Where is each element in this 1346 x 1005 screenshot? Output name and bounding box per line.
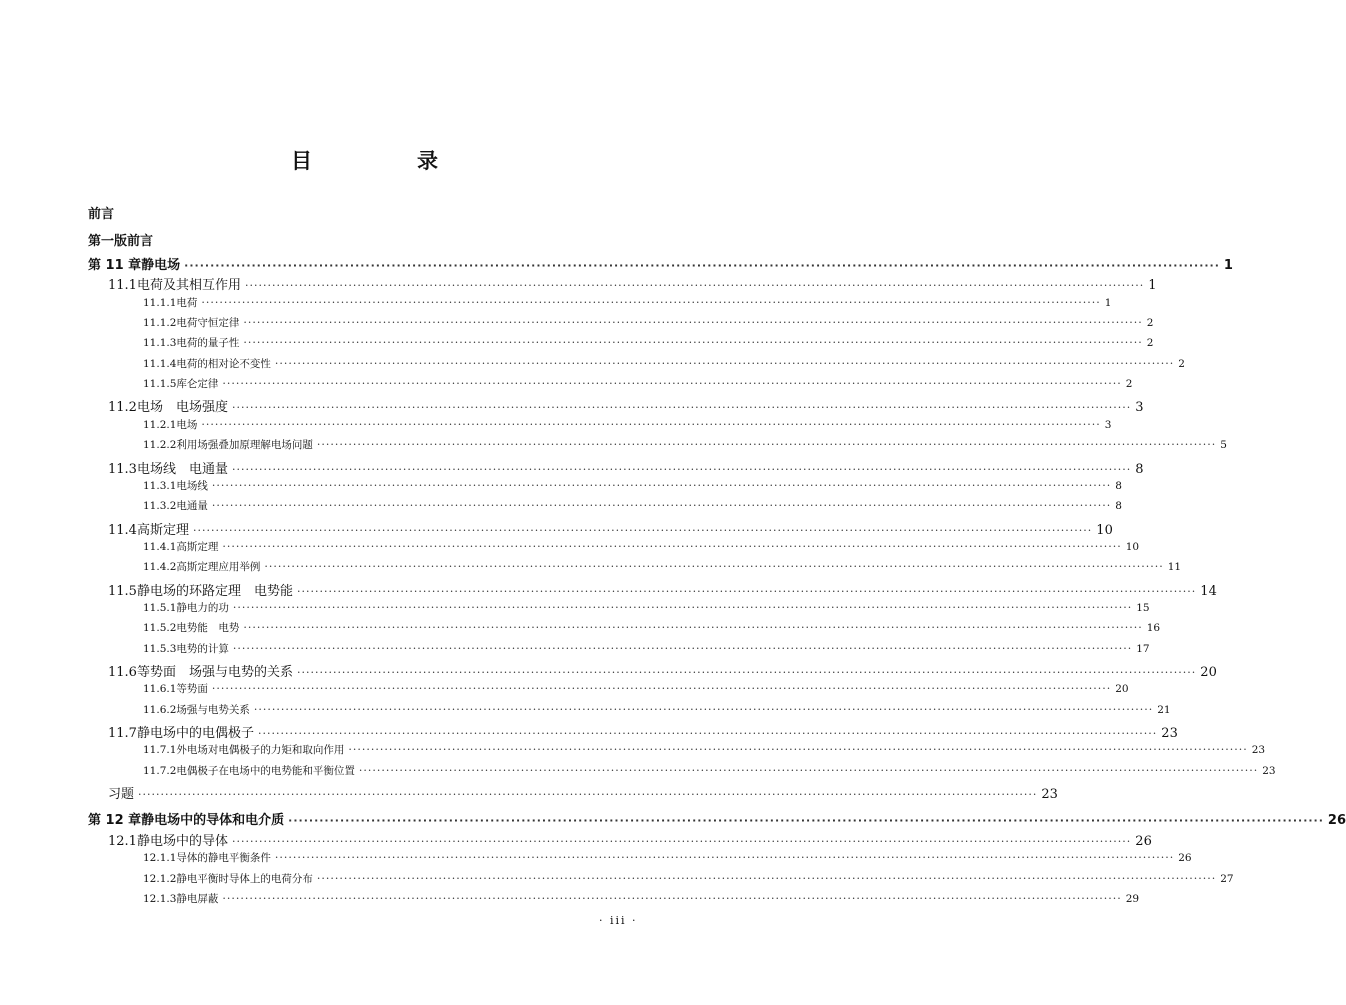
toc-dot-leader: ········································································································································································································ [201, 295, 1101, 309]
toc-entry-page-number: 27 [1220, 872, 1234, 885]
toc-entry-number: 11.7.2 [143, 764, 177, 777]
toc-dot-leader: ········································································································································································································ [274, 851, 1175, 865]
toc-dot-leader: ········································································································································································································ [257, 727, 1158, 741]
toc-entry-number: 11.2 [108, 400, 137, 416]
toc-entry-page-number: 2 [1178, 357, 1185, 370]
toc-entry-number: 11.2.1 [143, 418, 177, 431]
toc-entry-page-number: 5 [1220, 439, 1227, 452]
toc-entry-sub[interactable] [143, 681, 1129, 696]
toc-entry-title: 等势面 [176, 683, 208, 696]
toc-entry-section[interactable] [108, 661, 1217, 680]
toc-entry-number: 11.1.1 [143, 296, 177, 309]
toc-entry-number: 11.5.2 [143, 622, 177, 635]
toc-entry-title: 静电平衡时导体上的电荷分布 [176, 872, 313, 885]
toc-entry-title: 静电场中的电偶极子 [136, 726, 254, 742]
toc-entry-sub[interactable] [143, 417, 1112, 432]
toc-entry-chapter[interactable] [88, 254, 1233, 273]
toc-entry-title: 电场线 [176, 479, 208, 492]
toc-entry-page-number: 1 [1148, 278, 1157, 294]
toc-entry-chapter[interactable] [88, 809, 1346, 829]
toc-entry-page-number: 1 [1104, 296, 1112, 309]
toc-dot-leader: ········································································································································································································ [222, 539, 1122, 553]
toc-entry-title: 电场线 电通量 [136, 461, 228, 477]
toc-dot-leader: ········································································································································································································ [253, 702, 1154, 716]
toc-entry-title: 场强与电势关系 [176, 703, 250, 716]
toc-entry-title: 电荷 [176, 296, 198, 309]
toc-dot-leader: ········································································································································································································ [243, 316, 1143, 330]
toc-entry-title: 电势能 电势 [176, 622, 240, 635]
toc-entry-page-number: 3 [1104, 418, 1112, 431]
toc-entry-page-number: 14 [1200, 583, 1217, 599]
toc-entry-page-number: 1 [1223, 258, 1233, 273]
toc-entry-section[interactable] [108, 274, 1157, 294]
toc-entry-sub[interactable] [143, 620, 1161, 635]
toc-entry-title: 电荷及其相互作用 [136, 278, 241, 294]
toc-entry-sub[interactable] [143, 742, 1266, 757]
toc-dot-leader: ········································································································································································································ [274, 356, 1175, 370]
toc-entry-page-number: 10 [1125, 540, 1140, 553]
toc-entry-page-number: 23 [1041, 787, 1058, 803]
toc-dot-leader: ········································································································································································································ [184, 259, 1220, 272]
toc-entry-sub[interactable] [143, 335, 1154, 350]
toc-dot-leader: ········································································································································································································ [348, 743, 1248, 757]
front-matter-first-edition-preface[interactable]: 第一版前言 [88, 234, 154, 249]
toc-entry-page-number: 26 [1178, 852, 1192, 865]
toc-entry-sub[interactable] [143, 376, 1133, 391]
toc-entry-page-number: 8 [1135, 461, 1144, 477]
toc-dot-leader: ········································································································································································································ [358, 763, 1259, 777]
toc-entry-page-number: 20 [1115, 683, 1129, 696]
toc-entry-section[interactable] [108, 458, 1144, 477]
toc-entry-title: 静电场中的导体 [136, 833, 228, 849]
toc-entry-title: 电场 [176, 418, 198, 431]
toc-entry-number: 11.3.2 [143, 500, 177, 513]
toc-entry-title: 导体的静电平衡条件 [176, 852, 271, 865]
toc-entry-number: 12.1 [108, 833, 137, 849]
toc-entry-page-number: 11 [1167, 561, 1182, 574]
toc-entry-page-number: 16 [1146, 622, 1161, 635]
toc-entry-title: 电荷的量子性 [176, 337, 240, 350]
toc-entry-number: 11.4 [108, 522, 137, 538]
toc-entry-title: 静电场中的导体和电介质 [141, 813, 285, 829]
toc-entry-title: 静电力的功 [176, 601, 229, 614]
toc-entry-title: 库仑定律 [176, 378, 219, 391]
toc-entry-number: 11.3.1 [143, 479, 177, 492]
toc-entry-sub[interactable] [143, 539, 1140, 554]
toc-entry-number: 11.5.1 [143, 601, 177, 614]
toc-entry-sub[interactable] [143, 702, 1171, 717]
toc-entry-number: 12.1.2 [143, 872, 177, 885]
toc-entry-section[interactable] [108, 722, 1178, 742]
toc-entry-page-number: 8 [1115, 479, 1122, 492]
toc-entry-page-number: 21 [1157, 703, 1171, 716]
toc-entry-title: 高斯定理应用举例 [176, 561, 261, 574]
toc-dot-leader: ········································································································································································································ [288, 814, 1324, 828]
page-title: 目 录 [291, 149, 480, 173]
toc-entry-number: 11.2.2 [143, 439, 177, 452]
toc-entry-number: 11.6 [108, 665, 137, 680]
toc-dot-leader: ········································································································································································································ [232, 641, 1133, 655]
toc-dot-leader: ········································································································································································································ [232, 600, 1133, 614]
toc-entry-number: 11.1.5 [143, 378, 177, 391]
toc-entry-section[interactable] [108, 830, 1152, 849]
toc-entry-page-number: 23 [1251, 744, 1266, 757]
toc-entry-sub[interactable] [143, 295, 1112, 310]
toc-dot-leader: ········································································································································································································ [138, 788, 1038, 802]
toc-dot-leader: ········································································································································································································ [231, 462, 1132, 476]
toc-entry-number: 11.6.2 [143, 703, 177, 716]
toc-entry-title: 利用场强叠加原理解电场问题 [176, 439, 313, 452]
toc-entry-sub[interactable] [143, 315, 1154, 330]
toc-entry-page-number: 20 [1200, 665, 1217, 680]
toc-entry-section[interactable] [108, 580, 1217, 599]
toc-entry-page-number: 2 [1146, 337, 1154, 350]
toc-entry-sub[interactable] [143, 871, 1234, 886]
toc-entry-sub[interactable] [143, 850, 1192, 865]
toc-dot-leader: ········································································································································································································ [264, 560, 1164, 574]
toc-entry-section[interactable] [108, 396, 1144, 416]
toc-entry-page-number: 2 [1125, 378, 1133, 391]
toc-entry-page-number: 23 [1262, 764, 1276, 777]
toc-entry-page-number: 29 [1125, 892, 1140, 905]
toc-dot-leader: ········································································································································································································ [211, 478, 1112, 492]
toc-entry-title: 静电场的环路定理 电势能 [136, 583, 293, 599]
toc-entry-title: 电场 电场强度 [136, 400, 228, 416]
toc-dot-leader: ········································································································································································································ [201, 417, 1101, 431]
toc-entry-number: 11.4.2 [143, 561, 177, 574]
toc-entry-number: 11.1.2 [143, 317, 177, 330]
toc-entry-number: 11.1 [108, 278, 137, 294]
toc-dot-leader: ········································································································································································································ [222, 891, 1122, 905]
toc-dot-leader: ········································································································································································································ [316, 438, 1217, 452]
toc-entry-page-number: 2 [1146, 317, 1154, 330]
toc-entry-page-number: 26 [1135, 833, 1152, 849]
toc-dot-leader: ········································································································································································································ [211, 499, 1112, 513]
toc-entry-page-number: 3 [1135, 400, 1144, 416]
toc-entry-exercise[interactable] [108, 783, 1058, 803]
toc-entry-sub[interactable] [143, 641, 1150, 656]
toc-entry-title: 电偶极子在电场中的电势能和平衡位置 [176, 764, 355, 777]
toc-entry-number: 11.7.1 [143, 744, 177, 757]
toc-dot-leader: ········································································································································································································ [296, 584, 1197, 598]
toc-dot-leader: ········································································································································································································ [211, 682, 1112, 696]
toc-entry-number: 11.5 [108, 583, 137, 599]
toc-entry-page-number: 10 [1096, 522, 1113, 538]
toc-entry-section[interactable] [108, 519, 1113, 538]
toc-entry-title: 外电场对电偶极子的力矩和取向作用 [176, 744, 345, 757]
toc-entry-number: 11.1.3 [143, 337, 177, 350]
toc-entry-sub[interactable] [143, 478, 1122, 493]
toc-entry-sub[interactable] [143, 763, 1276, 778]
toc-entry-sub[interactable] [143, 559, 1182, 574]
toc-entry-title: 电势的计算 [176, 642, 229, 655]
toc-entry-title: 高斯定理 [136, 522, 189, 538]
toc-entry-page-number: 23 [1161, 726, 1178, 742]
toc-entry-title: 高斯定理 [176, 540, 219, 553]
toc-entry-title: 习题 [108, 787, 135, 803]
toc-entry-number: 11.6.1 [143, 683, 177, 696]
toc-entry-number: 12.1.1 [143, 852, 177, 865]
toc-entry-title: 电荷守恒定律 [176, 317, 240, 330]
toc-entry-page-number: 26 [1327, 813, 1346, 829]
toc-dot-leader: ········································································································································································································ [231, 401, 1132, 415]
toc-dot-leader: ········································································································································································································ [316, 871, 1217, 885]
toc-entry-number: 11.3 [108, 461, 137, 477]
toc-entry-title: 电通量 [176, 500, 208, 513]
toc-entry-page-number: 8 [1115, 500, 1122, 513]
toc-entry-number: 11.4.1 [143, 540, 177, 553]
toc-entry-title: 电荷的相对论不变性 [176, 357, 271, 370]
toc-entry-number: 11.7 [108, 726, 137, 742]
toc-dot-leader: ········································································································································································································ [222, 377, 1122, 391]
toc-dot-leader: ········································································································································································································ [296, 666, 1197, 679]
toc-entry-sub[interactable] [143, 600, 1150, 615]
toc-dot-leader: ········································································································································································································ [244, 279, 1145, 293]
toc-entry-sub[interactable] [143, 891, 1140, 906]
toc-entry-number: 11.5.3 [143, 642, 177, 655]
toc-entry-number: 第 11 章 [88, 258, 142, 273]
toc-dot-leader: ········································································································································································································ [192, 523, 1093, 537]
toc-entry-sub[interactable] [143, 437, 1227, 452]
toc-entry-title: 静电场 [141, 258, 181, 273]
toc-entry-sub[interactable] [143, 356, 1185, 371]
toc-entry-number: 12.1.3 [143, 892, 177, 905]
toc-entry-sub[interactable] [143, 498, 1122, 513]
toc-entry-title: 等势面 场强与电势的关系 [136, 665, 293, 680]
front-matter-preface[interactable]: 前言 [88, 207, 115, 222]
page-number-footer: · iii · [599, 914, 638, 927]
toc-entry-number: 11.1.4 [143, 357, 177, 370]
toc-dot-leader: ········································································································································································································ [231, 834, 1132, 848]
toc-dot-leader: ········································································································································································································ [243, 336, 1143, 350]
toc-entry-page-number: 15 [1136, 601, 1150, 614]
toc-entry-number: 第 12 章 [88, 813, 142, 829]
toc-entry-page-number: 17 [1136, 642, 1150, 655]
toc-dot-leader: ········································································································································································································ [243, 621, 1143, 635]
toc-entry-title: 静电屏蔽 [176, 892, 219, 905]
